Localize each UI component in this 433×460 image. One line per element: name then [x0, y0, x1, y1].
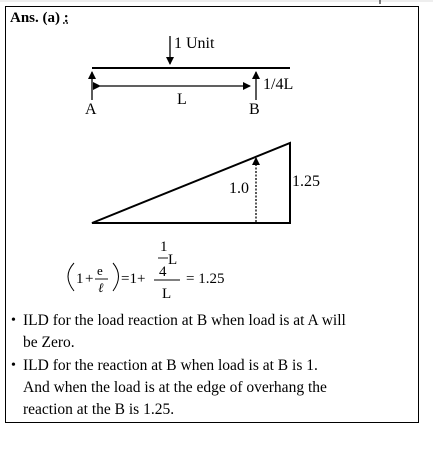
bullet-text [23, 355, 403, 421]
answer-heading-colon: : [63, 10, 69, 26]
overhang-label: 1/4L [263, 76, 294, 93]
beam-diagram [85, 35, 293, 118]
eq-ell: ℓ [98, 280, 104, 295]
eq-frac-top-one: 1 [160, 239, 168, 255]
eq-e: e [97, 263, 103, 278]
eq-result: = 1.25 [186, 271, 225, 287]
bullet-text [23, 310, 403, 354]
load-label: 1 Unit [174, 35, 215, 52]
bullet-line: reaction at the B is 1.25. [23, 401, 175, 418]
support-b-label: B [249, 101, 260, 118]
right-paren [113, 263, 119, 291]
eq-equals-one-plus: =1+ [121, 271, 146, 287]
eq-frac-bottom: L [162, 286, 172, 302]
bullet-icon: • [11, 358, 16, 373]
bullet-line: And when the load is at the edge of overhang the [23, 379, 327, 396]
ordinate-end-value: 1.25 [292, 173, 320, 190]
span-label: L [177, 91, 187, 108]
reaction-equation [68, 239, 224, 302]
eq-plus: + [85, 271, 94, 287]
support-a-label: A [85, 101, 97, 118]
left-paren [68, 263, 74, 291]
answer-heading-label: Ans. (a) [10, 10, 61, 26]
eq-four: 4 [159, 264, 167, 280]
bullet-icon: • [11, 313, 16, 328]
ild-diagram [92, 143, 320, 223]
bullet-line: be Zero. [23, 334, 75, 351]
ild-triangle [92, 143, 290, 223]
bullet-line: ILD for the reaction at B when load is at B is 1. [23, 357, 318, 374]
eq-one: 1 [76, 271, 84, 287]
ordinate-b-value: 1.0 [229, 180, 249, 197]
eq-frac-top-l: L [168, 252, 178, 268]
bullet-line: ILD for the load reaction at B when load is at A will [23, 312, 346, 329]
